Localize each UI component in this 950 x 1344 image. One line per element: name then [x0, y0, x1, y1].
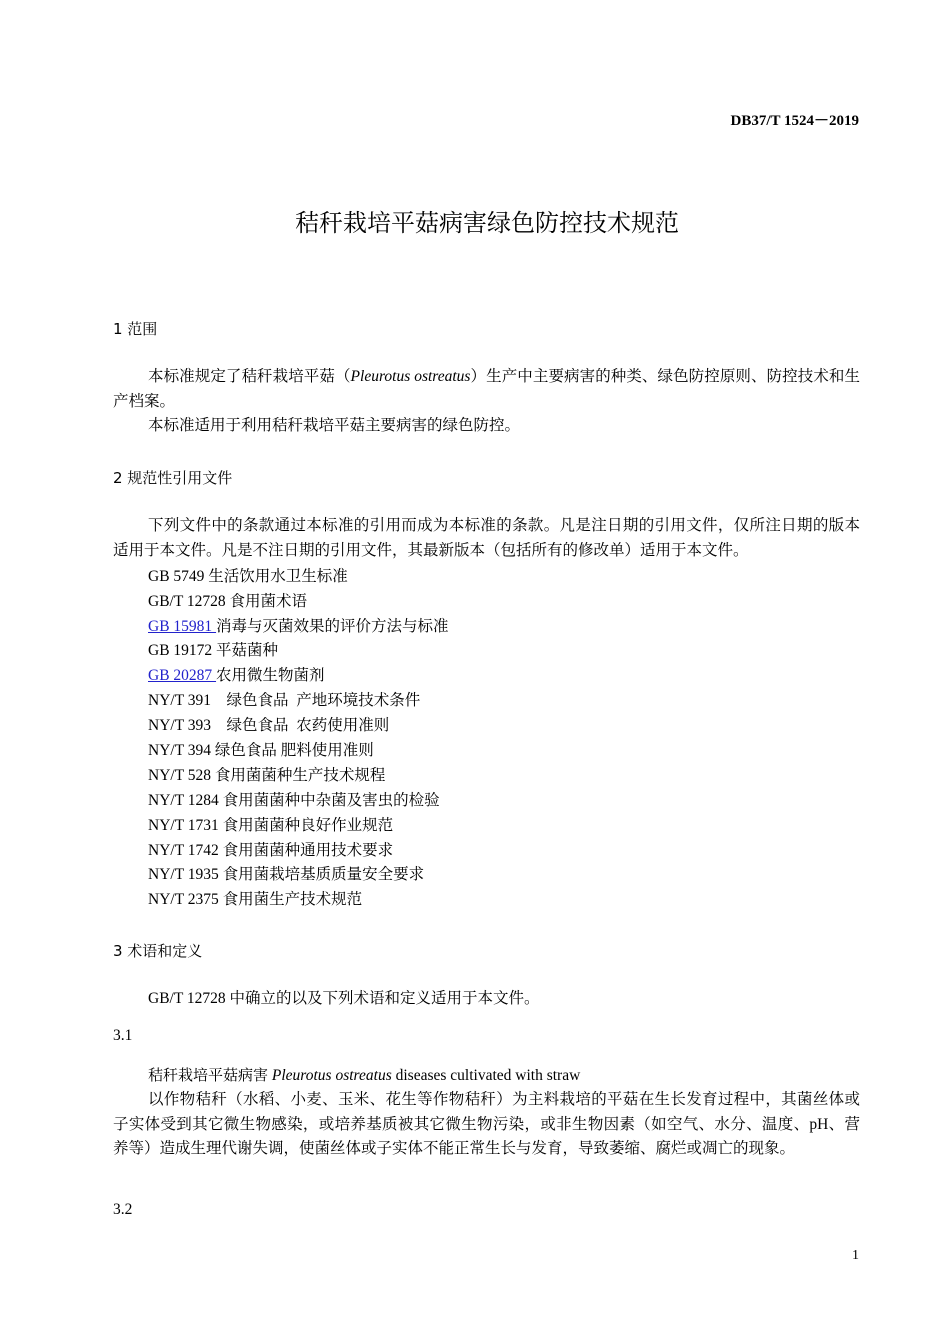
reference-title: 绿色食品 农药使用准则: [214, 717, 390, 734]
reference-item: [148, 763, 385, 785]
section-2-heading: 2 规范性引用文件: [113, 469, 233, 487]
reference-code: NY/T 528: [148, 767, 215, 784]
reference-title: 食用菌术语: [229, 593, 308, 610]
reference-title: 农用微生物菌剂: [216, 667, 325, 684]
reference-item: [148, 887, 362, 909]
p1-text-after: ）生产中主要病害的种类、绿色防控原则、防控技术和生产档案。: [113, 368, 860, 410]
reference-title: 食用菌菌种良好作业规范: [222, 817, 394, 834]
section-2-intro: 下列文件中的条款通过本标准的引用而成为本标准的条款。凡是注日期的引用文件，仅所注日期的版本适用于本文件。凡是不注日期的引用文件，其最新版本（包括所有的修改单）适用于本文件。: [113, 517, 860, 559]
reference-item: [148, 738, 374, 760]
standard-number: DB37/T 1524－2019: [730, 113, 859, 129]
reference-item: [148, 589, 307, 611]
term-heading: [148, 1064, 580, 1085]
reference-item: [148, 614, 449, 636]
reference-item: [148, 688, 420, 710]
section-3-heading: 3 术语和定义: [113, 942, 203, 960]
section-1-paragraph-1: [113, 365, 860, 414]
reference-code: NY/T 1742: [148, 842, 223, 859]
section-1-heading: 1 范围: [113, 320, 158, 338]
clause-3-1: 3.1: [113, 1027, 133, 1044]
document-title: 秸秆栽培平菇病害绿色防控技术规范: [295, 209, 679, 237]
reference-title: 绿色食品 产地环境技术条件: [214, 692, 421, 709]
reference-item: [148, 663, 325, 685]
reference-item: [148, 862, 424, 884]
reference-link-gb15981[interactable]: GB 15981: [148, 618, 217, 635]
reference-item: [148, 838, 393, 860]
reference-title: 消毒与灭菌效果的评价方法与标准: [216, 618, 449, 635]
reference-item: [148, 713, 389, 735]
reference-title: 生活饮用水卫生标准: [208, 568, 348, 585]
reference-title: 食用菌菌种生产技术规程: [214, 767, 386, 784]
reference-item: [148, 813, 393, 835]
reference-title: 食用菌栽培基质质量安全要求: [222, 866, 425, 883]
reference-code: NY/T 394: [148, 742, 215, 759]
reference-code: NY/T 2375: [148, 891, 223, 908]
reference-code: GB/T 12728: [148, 593, 230, 610]
term-english: diseases cultivated with straw: [391, 1067, 581, 1084]
reference-title: 平菇菌种: [216, 642, 279, 659]
section-3-intro: GB/T 12728 中确立的以及下列术语和定义适用于本文件。: [148, 990, 540, 1007]
reference-link-gb20287[interactable]: GB 20287: [148, 667, 217, 684]
reference-title: 绿色食品 肥料使用准则: [214, 742, 374, 759]
reference-item: [148, 564, 348, 586]
clause-3-2: 3.2: [113, 1201, 133, 1218]
reference-title: 食用菌菌种中杂菌及害虫的检验: [222, 792, 440, 809]
reference-code: GB 5749: [148, 568, 209, 585]
reference-code: NY/T 393: [148, 717, 215, 734]
section-1-paragraph-2: 本标准适用于利用秸秆栽培平菇主要病害的绿色防控。: [148, 417, 521, 434]
reference-item: [148, 638, 278, 660]
p1-latin-name: Pleurotus ostreatus: [350, 368, 471, 385]
page-number: 1: [852, 1248, 859, 1263]
term-chinese: 秸秆栽培平菇病害: [148, 1066, 269, 1084]
term-latin-name: Pleurotus ostreatus: [271, 1067, 392, 1084]
reference-code: NY/T 1935: [148, 866, 223, 883]
reference-title: 食用菌菌种通用技术要求: [222, 842, 394, 859]
reference-code: NY/T 391: [148, 692, 215, 709]
reference-code: NY/T 1284: [148, 792, 223, 809]
reference-code: GB 19172: [148, 642, 217, 659]
reference-title: 食用菌生产技术规范: [222, 891, 363, 908]
term-definition: 以作物秸秆（水稻、小麦、玉米、花生等作物秸秆）为主料栽培的平菇在生长发育过程中，其菌丝体或子实体受到其它微生物感染，或培养基质被其它微生物污染，或非生物因素（如空气、水分、温度、pH、营养等）造成生理代谢失调，使菌丝体或子实体不能正常生长与发育，导致萎缩、腐烂或凋亡的现象。: [113, 1091, 860, 1158]
reference-item: [148, 788, 440, 810]
reference-code: NY/T 1731: [148, 817, 223, 834]
p1-text-before: 本标准规定了秸秆栽培平菇（: [148, 368, 351, 385]
